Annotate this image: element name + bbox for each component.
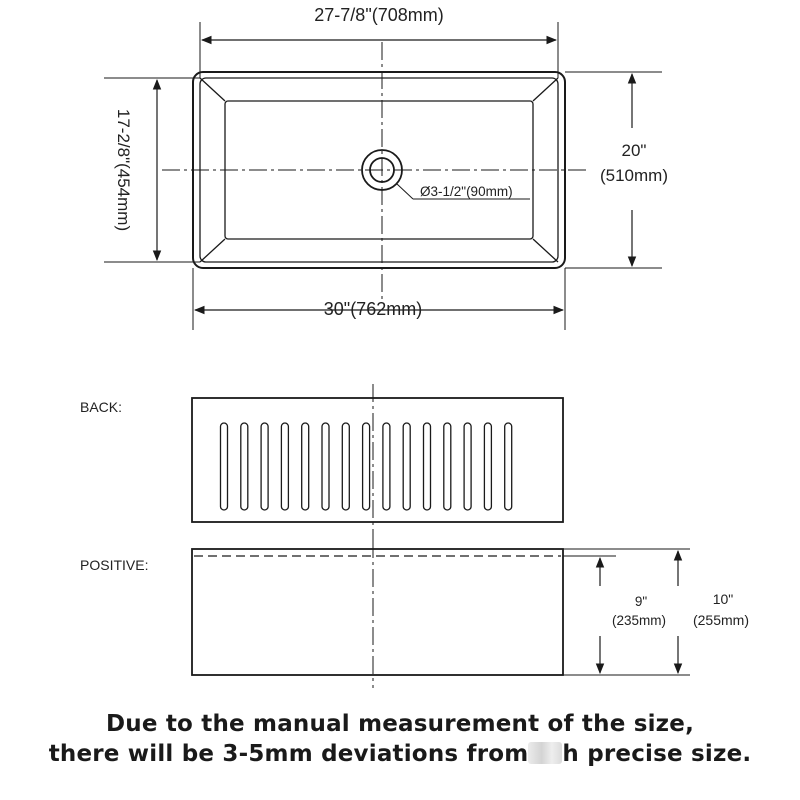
inner-width-label: 27-7/8"(708mm) bbox=[314, 5, 444, 25]
back-groove bbox=[403, 423, 410, 510]
back-groove bbox=[484, 423, 491, 510]
back-groove bbox=[424, 423, 431, 510]
basin-corner-line bbox=[200, 78, 225, 101]
front-panel-outline bbox=[192, 549, 563, 675]
inner-depth-label: 17-2/8"(454mm) bbox=[114, 108, 133, 232]
deviation-note-line-1: Due to the manual measurement of the size, bbox=[105, 711, 694, 737]
back-groove bbox=[241, 423, 248, 510]
outer-depth-inch-label: 20" bbox=[621, 141, 647, 160]
back-groove bbox=[302, 423, 309, 510]
inner-height-inch-label: 9" bbox=[634, 594, 648, 609]
front-view-label: POSITIVE: bbox=[80, 557, 149, 573]
back-groove bbox=[464, 423, 471, 510]
outer-width-label: 30"(762mm) bbox=[323, 299, 423, 319]
deviation-note-line-2-end: h precise size. bbox=[562, 741, 752, 767]
back-groove bbox=[261, 423, 268, 510]
basin-corner-line bbox=[533, 239, 558, 262]
back-view bbox=[192, 384, 563, 540]
back-groove bbox=[281, 423, 288, 510]
blurred-text-patch bbox=[528, 742, 562, 764]
back-groove bbox=[383, 423, 390, 510]
deviation-note-line-2 bbox=[0, 741, 800, 767]
back-groove bbox=[444, 423, 451, 510]
drain-size-label: Ø3-1/2"(90mm) bbox=[420, 184, 513, 199]
deviation-note-line-2-start: there will be 3-5mm deviations from bbox=[48, 741, 529, 767]
back-groove bbox=[322, 423, 329, 510]
back-groove bbox=[221, 423, 228, 510]
groove-set bbox=[221, 423, 512, 510]
back-groove bbox=[342, 423, 349, 510]
outer-height-mm-label: (255mm) bbox=[692, 612, 750, 628]
back-groove bbox=[363, 423, 370, 510]
back-groove bbox=[505, 423, 512, 510]
top-view bbox=[104, 22, 662, 330]
outer-depth-mm-label: (510mm) bbox=[599, 166, 669, 185]
inner-height-mm-label: (235mm) bbox=[611, 613, 667, 628]
drain-leader-line bbox=[397, 184, 413, 199]
back-view-label: BACK: bbox=[80, 399, 123, 415]
basin-corner-line bbox=[200, 239, 225, 262]
basin-corner-line bbox=[533, 78, 558, 101]
outer-height-inch-label: 10" bbox=[712, 591, 734, 607]
